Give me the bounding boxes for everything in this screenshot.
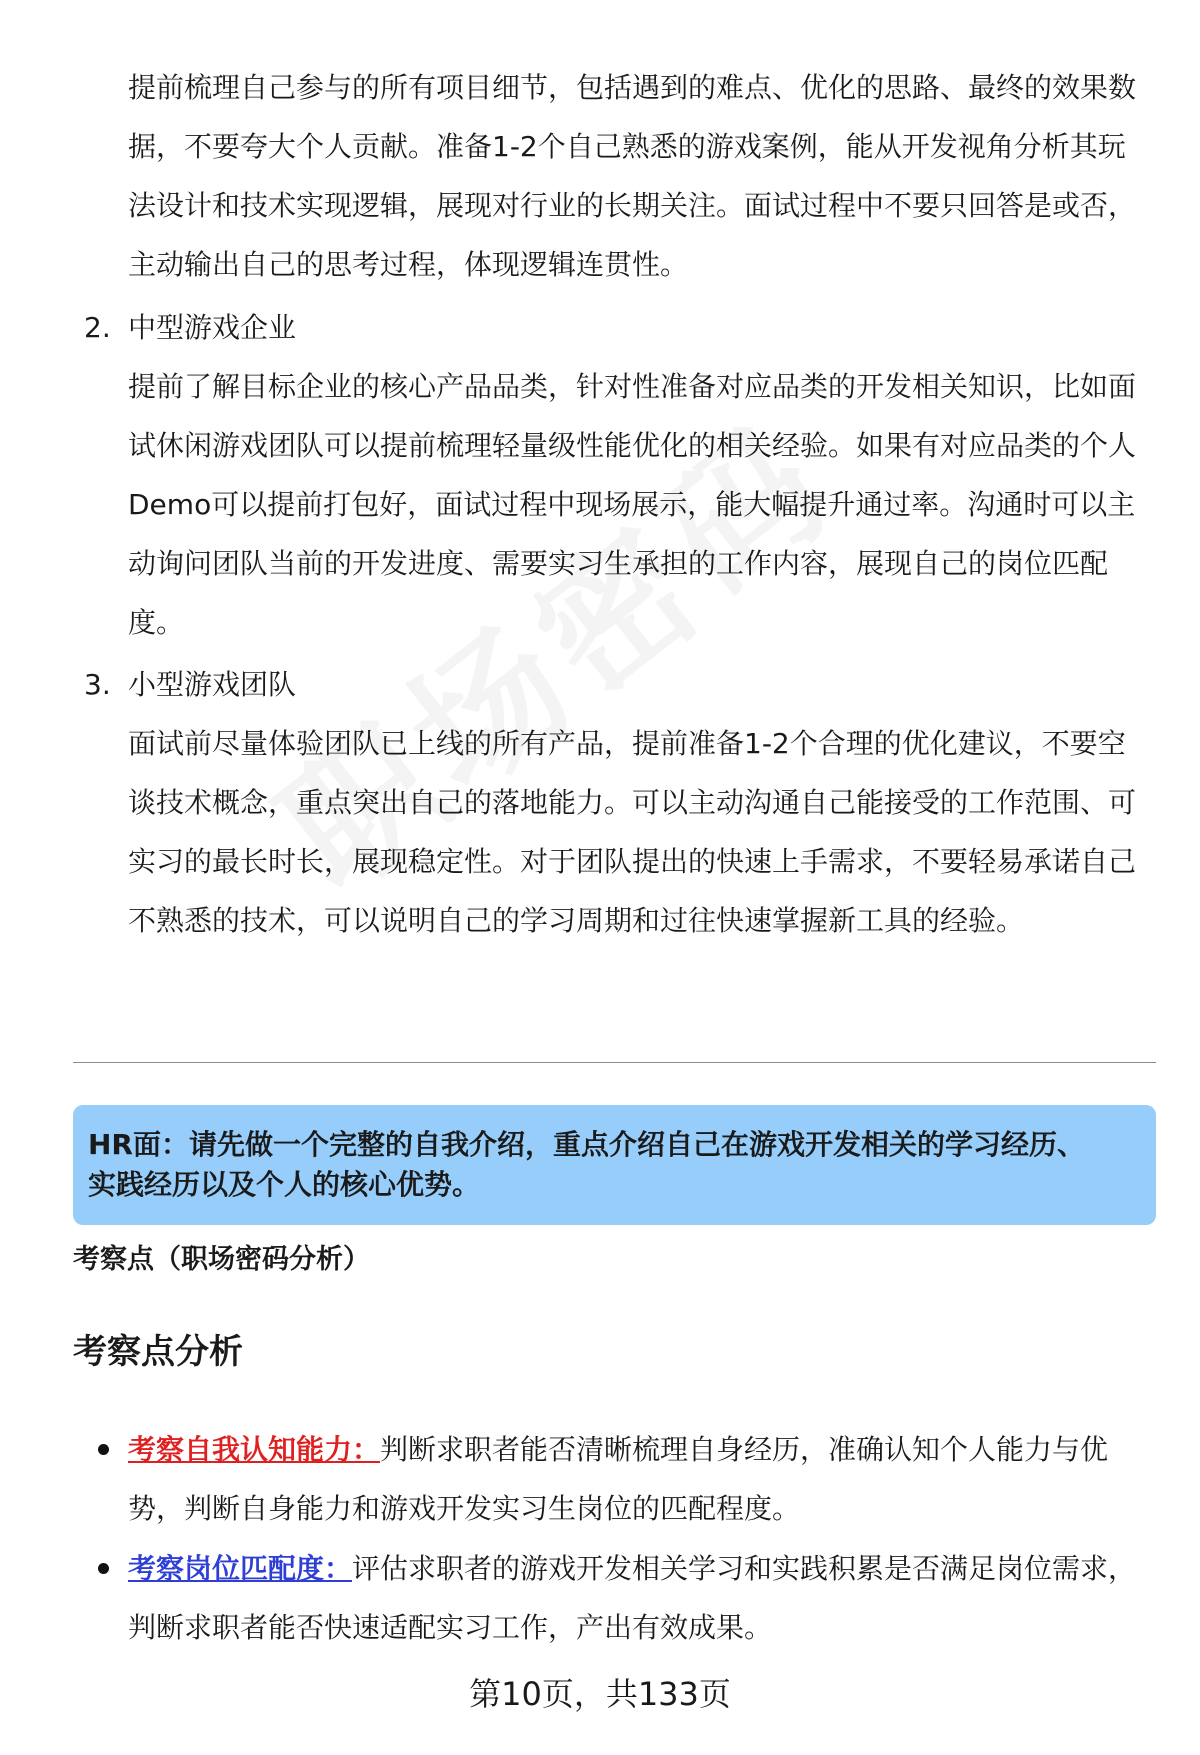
section-divider	[73, 1062, 1156, 1063]
list-item-number: 2.	[84, 311, 111, 344]
analysis-heading: 考察点分析	[73, 1332, 243, 1372]
bullet-text: 判断求职者能否清晰梳理自身经历，准确认知个人能力与优势，判断自身能力和游戏开发实习生岗位的匹配程度。	[128, 1433, 1109, 1525]
bullet-keyword: 考察岗位匹配度：	[128, 1552, 353, 1585]
hr-question-box	[73, 1105, 1156, 1225]
bullet-item	[128, 1420, 1148, 1538]
bullet-keyword: 考察自我认知能力：	[128, 1433, 381, 1466]
exam-point-label: 考察点（职场密码分析）	[73, 1244, 370, 1275]
list-item-title	[84, 298, 296, 357]
hr-question-text: HR面：请先做一个完整的自我介绍，重点介绍自己在游戏开发相关的学习经历、实践经历以及个人的核心优势。	[88, 1128, 1085, 1201]
bullet-item	[128, 1539, 1148, 1657]
list-item-paragraph: 面试前尽量体验团队已上线的所有产品，提前准备1-2个合理的优化建议，不要空谈技术概念，重点突出自己的落地能力。可以主动沟通自己能接受的工作范围、可实习的最长时长，展现稳定性。对于团队提出的快速上手需求，不要轻易承诺自己不熟悉的技术，可以说明自己的学习周期和过往快速掌握新工具的经验。	[128, 727, 1137, 937]
bullet-icon	[98, 1563, 109, 1574]
page-number: 第10页，共133页	[469, 1675, 731, 1713]
list-item-label: 中型游戏企业	[128, 311, 297, 344]
list-item-number: 3.	[84, 668, 111, 701]
intro-paragraph: 提前梳理自己参与的所有项目细节，包括遇到的难点、优化的思路、最终的效果数据，不要夸大个人贡献。准备1-2个自己熟悉的游戏案例，能从开发视角分析其玩法设计和技术实现逻辑，展现对行业的长期关注。面试过程中不要只回答是或否，主动输出自己的思考过程，体现逻辑连贯性。	[128, 71, 1137, 281]
list-item-paragraph: 提前了解目标企业的核心产品品类，针对性准备对应品类的开发相关知识，比如面试休闲游戏团队可以提前梳理轻量级性能优化的相关经验。如果有对应品类的个人Demo可以提前打包好，面试过程中现场展示，能大幅提升通过率。沟通时可以主动询问团队当前的开发进度、需要实习生承担的工作内容，展现自己的岗位匹配度。	[128, 370, 1137, 639]
bullet-icon	[98, 1444, 109, 1455]
bullet-text: 评估求职者的游戏开发相关学习和实践积累是否满足岗位需求，判断求职者能否快速适配实习工作，产出有效成果。	[128, 1552, 1137, 1644]
list-item-label: 小型游戏团队	[128, 668, 297, 701]
list-item-title	[84, 655, 296, 714]
